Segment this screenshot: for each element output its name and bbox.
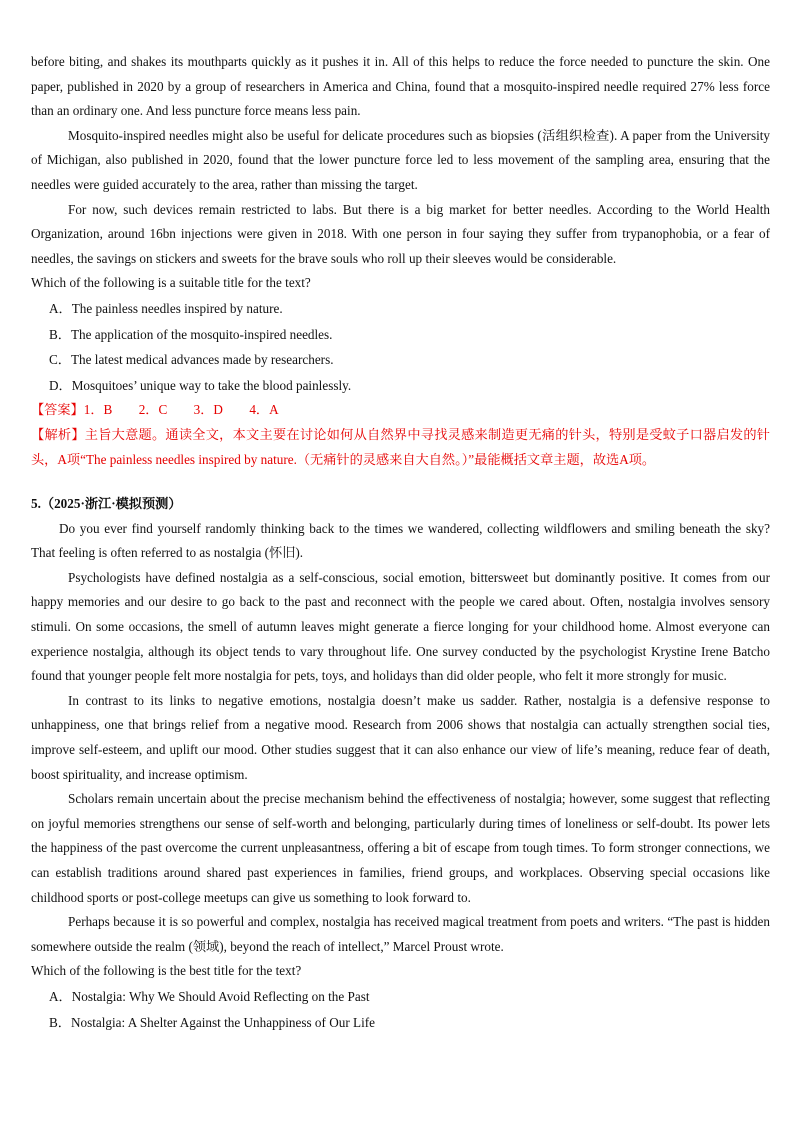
document-page [31, 50, 770, 1035]
passage-paragraph: before biting, and shakes its mouthparts quickly as it pushes it in. All of this helps to reduce the force needed to puncture the skin. One paper, published in 2020 by a group of researchers in America and China, found that a mosquito-inspired needle required 27% less force than an ordinary one. And less puncture force means less pain. [31, 54, 770, 119]
answer-line [31, 398, 770, 423]
passage-paragraph: For now, such devices remain restricted to labs. But there is a big market for better needles. According to the World Health Organization, around 16bn injections were given in 2018. With one person in four saying they suffer from trypanophobia, or a fear of needles, the savings on stickers and sweets for the brave souls who roll up their sleeves would be considerable. [31, 201, 770, 266]
section-gap [31, 472, 770, 492]
option-b: B．Nostalgia: A Shelter Against the Unhappiness of Our Life [49, 1014, 375, 1030]
answer-text: 1．B 2．C 3．D 4．A [83, 402, 279, 418]
section-title: 5.（2025·浙江·模拟预测） [31, 496, 182, 512]
passage-paragraph: Perhaps because it is so powerful and complex, nostalgia has received magical treatment from poets and writers. “The past is hidden somewhere outside the realm (领域), beyond the reach of intellect,” Marcel Proust wrote. [31, 914, 770, 954]
option-d: D．Mosquitoes’ unique way to take the blood painlessly. [49, 377, 352, 393]
passage-paragraph: Psychologists have defined nostalgia as a self-conscious, social emotion, bittersweet but dominantly positive. It comes from our happy memories and our desire to go back to the past and reconnect with the people we cared about. Often, nostalgia involves sensory stimuli. On some occasions, the smell of autumn leaves might generate a fierce longing for your childhood home. Almost everyone can experience nostalgia, although its object tends to vary throughout life. One survey conducted by the psychologist Krystine Irene Batcho found that younger people felt more nostalgia for pets, toys, and holidays than did older people, who felt it more strongly for music. [31, 569, 770, 684]
question-text: Which of the following is a suitable title for the text? [31, 275, 311, 291]
option-c: C．The latest medical advances made by researchers. [49, 352, 334, 368]
passage-paragraph: In contrast to its links to negative emotions, nostalgia doesn’t make us sadder. Rather, nostalgia is a defensive response to unhappiness, one that brings relief from a negative mood. Research from 2006 shows that nostalgia can actually strengthen social ties, improve self-esteem, and uplift our mood. Other studies suggest that it can also enhance our view of life’s meaning, reduce fear of death, boost spirituality, and increase optimism. [31, 692, 770, 782]
explanation [31, 423, 770, 472]
explanation-text: 主旨大意题。通读全文，本文主要在讨论如何从自然界中寻找灵感来制造更无痛的针头，特别是受蚊子口器启发的针头，A项“The painless needles inspired by nature.（无痛针的灵感来自大自然。）”最能概括文章主题，故选A项。 [31, 426, 770, 467]
passage-paragraph: Mosquito-inspired needles might also be useful for delicate procedures such as biopsies (活组织检查). A paper from the University of Michigan, also published in 2020, found that the lower puncture force led to less movement of the sampling area, ensuring that the needles were guided accurately to the area, rather than missing the target. [31, 127, 770, 192]
option-b: B．The application of the mosquito-inspired needles. [49, 326, 333, 342]
passage-paragraph: Scholars remain uncertain about the precise mechanism behind the effectiveness of nostalgia; however, some suggest that reflecting on joyful memories strengthens our sense of self-worth and belonging, particularly during times of loneliness or self-doubt. Its power lets the happiness of the past overcome the current unpleasantness, offering a bit of escape from tough times. To form stronger connections, we can establish traditions around shared past experiences in families, friend groups, and workplaces. Observing special occasions like childhood sports or post-college meetups can give us something to look forward to. [31, 791, 770, 905]
option-a: A．The painless needles inspired by nature. [49, 300, 283, 316]
explanation-label: 【解析】 [31, 426, 85, 442]
passage-paragraph: Do you ever find yourself randomly thinking back to the times we wandered, collecting wildflowers and smiling beneath the sky? That feeling is often referred to as nostalgia (怀旧). [31, 520, 770, 561]
answer-label: 【答案】 [31, 402, 84, 418]
question-text: Which of the following is the best title for the text? [31, 963, 302, 979]
option-a: A．Nostalgia: Why We Should Avoid Reflecting on the Past [49, 988, 370, 1004]
